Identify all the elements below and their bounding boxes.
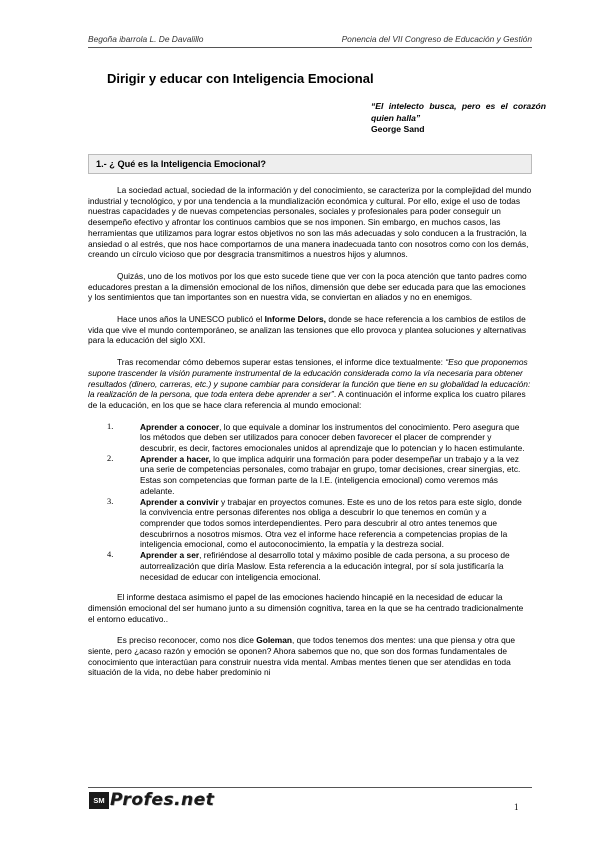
list-item: [88, 497, 528, 551]
list-item: [88, 422, 528, 454]
text-run: Tras recomendar cómo debemos superar estas tensiones, el informe dice textualmente:: [117, 357, 446, 368]
pillar-text: lo que implica adquirir una formación para poder desempeñar un trabajo y a la vez una serie de competencias personales, como trabajar en grupo, tomar decisiones, crear sinergias, etc. Estas son competencias que forman parte de la I.E. (inteligencia emocional) como veremos más adelante.: [140, 453, 521, 496]
text-run: , que todos tenemos dos mentes: una que piensa y otra que siente, pero ¿acaso razón y emoción se oponen? Ahora sabemos que no, que son dos formas fundamentales de conocimiento que interactúan para construir nuestra vida mental. Ambas mentes tienen que ser atendidas en toda situación de la vida, no debe haber predominio ni: [88, 635, 516, 678]
pillar-text: , lo que equivale a dominar los instrumentos del conocimiento. Pero asegura que los métodos que deben ser utilizados para conocer deben favorecer el placer de comprender y descubrir, es decir, factores emocionales unidos al aprendizaje que lo potencian y lo hacen estimulante.: [140, 421, 525, 454]
unesco-quote: “Eso que proponemos supone trascender la visión puramente instrumental de la educación considerada como la vía necesaria para obtener resultados (dinero, carreras, etc.) y supone cambiar para considerar la función que tiene en su globalidad la educación: la realización de la persona, que toda entera debe aprender a ser”: [88, 357, 531, 400]
paragraph-4: [88, 357, 532, 411]
footer-rule: [88, 787, 532, 788]
paragraph-3: [88, 314, 532, 346]
pillar-name: Aprender a convivir: [140, 496, 219, 507]
list-item: [88, 454, 528, 497]
header-author: Begoña ibarrola L. De Davalillo: [88, 34, 204, 44]
pillar-text: , refiriéndose al desarrollo total y máximo posible de cada persona, a su proceso de autorrealización que diría Maslow. Esta referencia a la educación integral, por sí sola justificaría la necesidad de educar con inteligencia emocional.: [140, 550, 510, 582]
list-number: 4.: [107, 550, 114, 560]
goleman: Goleman: [256, 635, 293, 646]
pillar-name: Aprender a conocer: [140, 421, 220, 432]
logo-wordmark: Profes.net: [110, 790, 215, 810]
informe-delors: Informe Delors,: [264, 314, 327, 325]
profes-net-logo: [89, 790, 214, 810]
sm-logo-icon: SM: [89, 792, 109, 809]
text-run: Es preciso reconocer, como nos dice: [117, 635, 257, 646]
pillar-text: y trabajar en proyectos comunes. Este es uno de los retos para este siglo, donde la convivencia entre personas diferentes nos obliga a descubrir lo que tenemos en común y a comprender que todos somos interdependientes. Pero para descubrir al otro antes tenemos que descubrirnos a nosotros mismos. Otra vez el informe hace referencia a competencias propias de la inteligencia emocional, como el autoconocimiento, la empatía y la destreza social.: [140, 496, 522, 550]
text-run: . A continuación el informe explica los cuatro pilares de la educación, en los que se hace clara referencia al mundo emocional:: [88, 389, 526, 410]
header-conference: Ponencia del VII Congreso de Educación y Gestión: [341, 34, 532, 44]
list-number: 1.: [107, 421, 114, 431]
pillar-name: Aprender a ser: [140, 550, 200, 561]
paragraph-1: La sociedad actual, sociedad de la información y del conocimiento, se caracteriza por la complejidad del mundo industrial y tecnológico, y por una tendencia a la mundialización económica y cultural. Por ello, exige el uso de todas nuestras capacidades y de nuevas competencias personales, sociales y profesionales para poder conseguir un desempeño efectivo y afrontar los continuos cambios que se nos imponen. Sin embargo, en muchos casos, las herramientas que utilizamos para lograr estos objetivos no son las más adecuadas y solo conducen a la frustración, la ansiedad o al estrés, que nos hace comportarnos de una manera inadecuada tanto con nosotros como con los demás, creando un círculo vicioso que por desgracia transmitimos a nuestros hijos y alumnos.: [88, 185, 532, 260]
document-title: Dirigir y educar con Inteligencia Emocional: [107, 71, 374, 86]
epigraph: [371, 101, 546, 136]
list-number: 3.: [107, 496, 114, 506]
text-run: Hace unos años la UNESCO publicó el: [117, 314, 265, 325]
paragraph-6: [88, 635, 532, 678]
epigraph-author: George Sand: [371, 124, 425, 134]
text-run: donde se hace referencia a los cambios de estilos de vida que vive el mundo contemporáneo, se analizan las tensiones que ello provoca y plantea soluciones y alternativas para la educación del siglo XXI.: [88, 314, 527, 346]
list-item: [88, 550, 528, 582]
paragraph-2: Quizás, uno de los motivos por los que esto sucede tiene que ver con la poca atención que tanto padres como educadores prestan a la dimensión emocional de los niños, dimensión que debe ser educada para que las emociones y los sentimientos que tan importantes son en nuestra vida, se conviertan en aliados y no en enemigos.: [88, 270, 527, 303]
page-number: 1: [514, 802, 519, 812]
pillars-list: [88, 422, 532, 583]
pillar-name: Aprender a hacer,: [140, 453, 211, 464]
paragraph-5: El informe destaca asimismo el papel de las emociones haciendo hincapié en la necesidad de educar la dimensión emocional del ser humano junto a su dimensión cognitiva, tarea en la que se ha centrado tradicionalmente el entorno educativo..: [88, 592, 524, 624]
running-header: [88, 34, 532, 48]
section-heading: 1.- ¿ Qué es la Inteligencia Emocional?: [88, 154, 532, 174]
list-number: 2.: [107, 453, 114, 463]
body-text: [88, 185, 532, 689]
epigraph-quote: “El intelecto busca, pero es el corazón quien halla”: [371, 101, 546, 123]
